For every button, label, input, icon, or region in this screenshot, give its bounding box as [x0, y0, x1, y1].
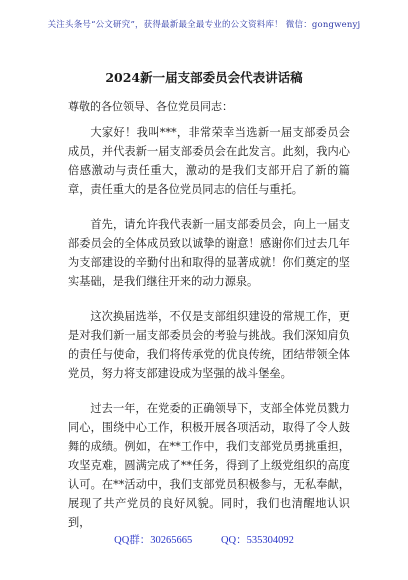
- document-body: [68, 123, 350, 532]
- paragraph: 这次换届选举，不仅是支部组织建设的常规工作，更是对我们新一届支部委员会的考验与挑战。我们深知肩负的责任与使命，我们将传承党的优良传统，团结带领全体党员，努力将支部建设成为坚强的战斗堡垒。: [68, 310, 350, 380]
- paragraph: 首先，请允许我代表新一届支部委员会，向上一届支部委员会的全体成员致以诚挚的谢意！感谢你们过去几年为支部建设的辛勤付出和取得的显著成就！你们奠定的坚实基础，是我们继往开来的动力源泉。: [68, 218, 350, 288]
- salutation: 尊敬的各位领导、各位党员同志：: [68, 100, 233, 113]
- footer-qq-group: QQ群：30265665: [114, 535, 193, 546]
- paragraph: 大家好！我叫***，非常荣幸当选新一届支部委员会成员，并代表新一届支部委员会在此发言。此刻，我内心倍感激动与责任重大，激动的是我们支部开启了新的篇章，责任重大的是各位党员同志的信任与重托。: [68, 126, 350, 196]
- footer-qq-number: QQ：535304092: [220, 535, 294, 546]
- paragraph: 过去一年，在党委的正确领导下，支部全体党员戮力同心，围绕中心工作，积极开展各项活动，取得了令人鼓舞的成绩。例如，在**工作中，我们支部党员勇挑重担，攻坚克难，圆满完成了**任务，得到了上级党组织的高度认可。在**活动中，我们支部党员积极参与，无私奉献，展现了共产党员的良好风貌。同时，我们也清醒地认识到，: [68, 402, 350, 529]
- header-promo-note: 关注头条号“公文研究”，获得最新最全最专业的公文资料库！ 微信：gongwenyj: [47, 20, 361, 30]
- document-title: 2024新一届支部委员会代表讲话稿: [105, 70, 303, 85]
- footer-contact: [0, 532, 408, 547]
